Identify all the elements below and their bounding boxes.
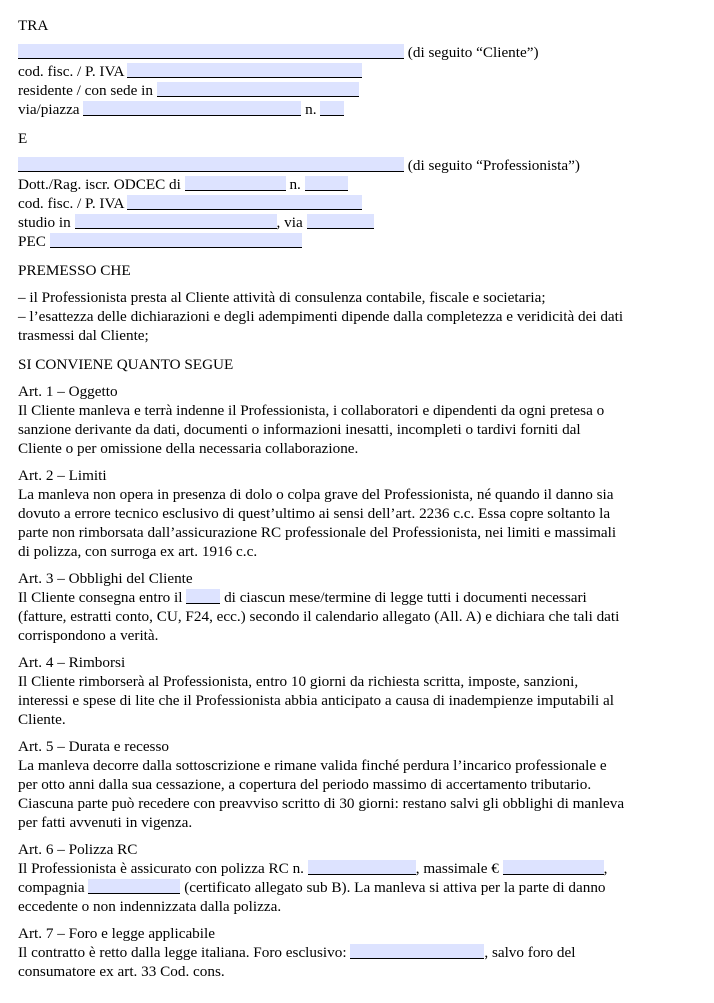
prof-studio-label: studio in <box>18 214 71 231</box>
art-6-line-2a: compagnia <box>18 879 85 896</box>
art-6-line-2b: (certificato allegato sub B). La manleva si attiva per la parte di danno <box>184 879 606 896</box>
premesso-item-2-line-2: trasmessi dal Cliente; <box>18 327 149 344</box>
e-label: E <box>18 130 28 147</box>
art-7-line-2: consumatore ex art. 33 Cod. cons. <box>18 963 225 980</box>
cliente-via-row <box>18 100 696 119</box>
premesso-heading: PREMESSO CHE <box>18 262 131 279</box>
art-6-massimale-field[interactable] <box>503 860 604 875</box>
prof-iscr-row <box>18 175 696 194</box>
art-4-line-3: Cliente. <box>18 711 66 728</box>
prof-name-row <box>18 156 696 175</box>
prof-via-label: , via <box>276 214 303 231</box>
art-6-line-3: eccedente o non indennizzata dalla polizza. <box>18 898 282 915</box>
art-2-line-4: di polizza, con surroga ex art. 1916 c.c. <box>18 543 258 560</box>
cliente-civico-field[interactable] <box>320 101 344 116</box>
cliente-residente-field[interactable] <box>157 82 359 97</box>
art-3-title: Art. 3 – Obblighi del Cliente <box>18 570 193 587</box>
tra-label: TRA <box>18 17 49 34</box>
cliente-residente-row <box>18 81 696 100</box>
art-6-compagnia-field[interactable] <box>88 879 180 894</box>
prof-name-field[interactable] <box>18 157 404 172</box>
art-5-title: Art. 5 – Durata e recesso <box>18 738 169 755</box>
prof-odcec-field[interactable] <box>185 176 286 191</box>
prof-codfisc-label: cod. fisc. / P. IVA <box>18 195 124 212</box>
art-6-line-1a: Il Professionista è assicurato con polizza RC n. <box>18 860 304 877</box>
art-6-title: Art. 6 – Polizza RC <box>18 841 138 858</box>
art-5-line-1: La manleva decorre dalla sottoscrizione e rimane valida finché perdura l’incarico professionale e <box>18 757 607 774</box>
art-7-line-1b: , salvo foro del <box>484 944 576 961</box>
art-6-line-1b: , massimale € <box>415 860 499 877</box>
prof-iscr-number-field[interactable] <box>305 176 348 191</box>
art-3-day-field[interactable] <box>186 589 220 604</box>
prof-codfisc-field[interactable] <box>127 195 362 210</box>
art-1-line-3: Cliente o per omissione della necessaria collaborazione. <box>18 440 359 457</box>
prof-pec-field[interactable] <box>50 233 302 248</box>
art-2-line-1: La manleva non opera in presenza di dolo o colpa grave del Professionista, né quando il danno sia <box>18 486 614 503</box>
art-1-line-2: sanzione derivante da dati, documenti o informazioni inesatti, incompleti o tardivi forniti dal <box>18 421 581 438</box>
art-2-title: Art. 2 – Limiti <box>18 467 107 484</box>
art-2-line-3: parte non rimborsata dall’assicurazione RC professionale del Professionista, nei limiti e massimali <box>18 524 617 541</box>
prof-n-label: n. <box>289 176 301 193</box>
conviene-heading: SI CONVIENE QUANTO SEGUE <box>18 356 234 373</box>
cliente-residente-label: residente / con sede in <box>18 82 153 99</box>
prof-codfisc-row <box>18 194 696 213</box>
art-7-foro-field[interactable] <box>350 944 484 959</box>
art-3-line-1a: Il Cliente consegna entro il <box>18 589 183 606</box>
prof-pec-row <box>18 232 696 251</box>
cliente-name-row <box>18 43 696 62</box>
art-1-title: Art. 1 – Oggetto <box>18 383 118 400</box>
premesso-item-2-line-1: – l’esattezza delle dichiarazioni e degli adempimenti dipende dalla completezza e veridicità dei dati <box>18 308 624 325</box>
prof-suffix: (di seguito “Professionista”) <box>407 157 580 174</box>
art-7-line-1a: Il contratto è retto dalla legge italiana. Foro esclusivo: <box>18 944 347 961</box>
cliente-via-label: via/piazza <box>18 101 80 118</box>
art-4-line-1: Il Cliente rimborserà al Professionista, entro 10 giorni da richiesta scritta, imposte, sanzioni, <box>18 673 579 690</box>
art-6-polizza-number-field[interactable] <box>308 860 416 875</box>
premesso-item-1: – il Professionista presta al Cliente attività di consulenza contabile, fiscale e societaria; <box>18 289 546 306</box>
prof-studio-city-field[interactable] <box>75 214 277 229</box>
cliente-codfisc-label: cod. fisc. / P. IVA <box>18 63 124 80</box>
art-3-line-3: corrispondono a verità. <box>18 627 159 644</box>
art-7-title: Art. 7 – Foro e legge applicabile <box>18 925 215 942</box>
cliente-codfisc-row <box>18 62 696 81</box>
art-4-line-2: interessi e spese di lite che il Professionista abbia anticipato a causa di inadempienze imputabili al <box>18 692 614 709</box>
art-1-line-1: Il Cliente manleva e terrà indenne il Professionista, i collaboratori e dipendenti da ogni pretesa o <box>18 402 605 419</box>
art-3-line-1b: di ciascun mese/termine di legge tutti i documenti necessari <box>224 589 587 606</box>
prof-studio-via-field[interactable] <box>307 214 374 229</box>
art-6-line-1 <box>18 859 696 878</box>
art-6-line-1c: , <box>603 860 608 877</box>
art-7-line-1 <box>18 943 696 962</box>
cliente-name-field[interactable] <box>18 44 404 59</box>
prof-studio-row <box>18 213 696 232</box>
art-3-line-1 <box>18 588 696 607</box>
prof-iscr-label: Dott./Rag. iscr. ODCEC di <box>18 176 181 193</box>
cliente-suffix: (di seguito “Cliente”) <box>407 44 539 61</box>
cliente-via-field[interactable] <box>83 101 301 116</box>
art-6-line-2 <box>18 878 696 897</box>
cliente-n-label: n. <box>305 101 317 118</box>
art-4-title: Art. 4 – Rimborsi <box>18 654 126 671</box>
cliente-codfisc-field[interactable] <box>127 63 362 78</box>
art-3-line-2: (fatture, estratti conto, CU, F24, ecc.) secondo il calendario allegato (All. A) e dichiara che tali dati <box>18 608 620 625</box>
art-5-line-2: per otto anni dalla sua cessazione, a copertura del periodo massimo di accertamento tributario. <box>18 776 592 793</box>
art-5-line-4: per fatti avvenuti in vigenza. <box>18 814 193 831</box>
art-2-line-2: dovuto a errore tecnico esclusivo di quest’ultimo ai sensi dell’art. 2236 c.c. Essa copre soltanto la <box>18 505 611 522</box>
art-5-line-3: Ciascuna parte può recedere con preavviso scritto di 30 giorni: restano salvi gli obblighi di manleva <box>18 795 625 812</box>
prof-pec-label: PEC <box>18 233 46 250</box>
